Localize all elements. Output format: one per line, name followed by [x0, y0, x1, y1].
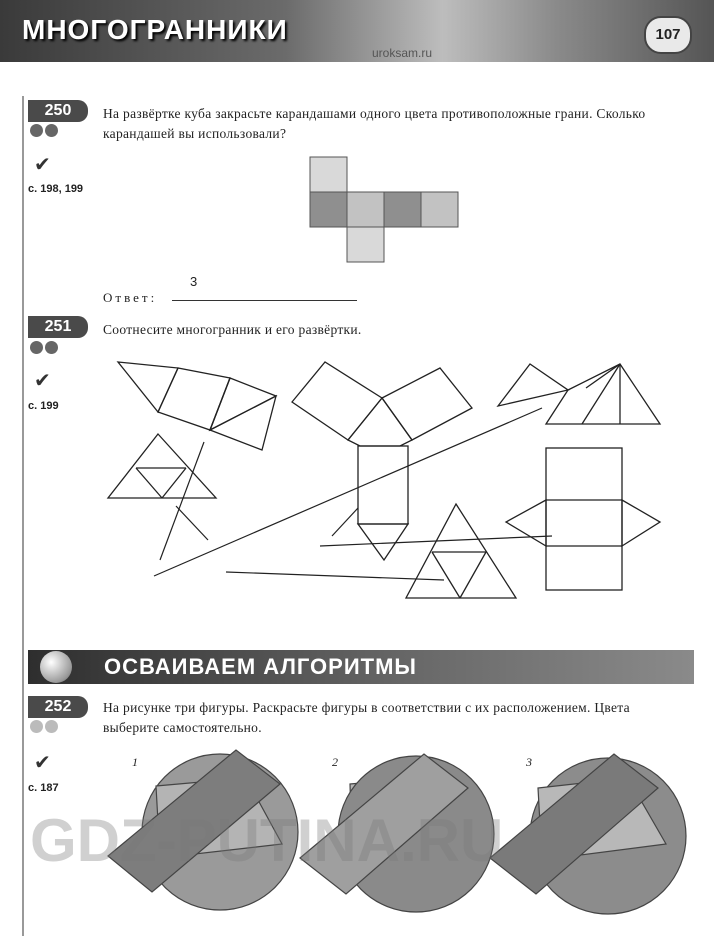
task-252-text: На рисунке три фигуры. Раскрасьте фигуры в соответствии с их расположением. Цвета выберите самостоятельно. [103, 700, 630, 735]
difficulty-dots [30, 124, 60, 142]
polyhedra-matching [100, 350, 700, 610]
page-number: 107 [644, 16, 692, 54]
cube-net [300, 150, 470, 270]
net-rectangular [506, 448, 660, 590]
watermark-text: GDZ-PUTINA.RU [30, 807, 504, 874]
task-251-text: Соотнесите многогранник и его развёртки. [103, 322, 362, 337]
site-watermark: uroksam.ru [372, 46, 433, 60]
ball-icon [30, 341, 43, 354]
answer-field[interactable] [172, 300, 357, 301]
net-triangles [118, 362, 276, 450]
check-icon: ✔ [34, 152, 51, 176]
net-face [384, 192, 421, 227]
ball-icon [45, 720, 58, 733]
check-icon: ✔ [34, 368, 51, 392]
section-title: ОСВАИВАЕМ АЛГОРИТМЫ [104, 654, 417, 679]
task-251-number: 251 [28, 316, 88, 338]
ball-icon [45, 341, 58, 354]
task-250-text: На развёртке куба закрасьте карандашами одного цвета противоположные грани. Сколько карандашей вы использовали? [103, 106, 646, 141]
net-triangle-small [406, 504, 516, 598]
figure-3-label: 3 [526, 755, 532, 769]
ball-icon [40, 651, 72, 683]
ball-icon [30, 720, 43, 733]
task-251-ref: с. 199 [28, 400, 59, 412]
check-icon: ✔ [34, 750, 51, 774]
difficulty-dots [30, 341, 60, 359]
chapter-title: МНОГОГРАННИКИ [22, 14, 288, 45]
figure-2-label: 2 [332, 755, 338, 769]
sidebar-divider [22, 96, 24, 936]
ball-icon [45, 124, 58, 137]
net-tetrahedron [108, 434, 216, 498]
task-250-ref: с. 198, 199 [28, 183, 84, 195]
net-pyramid-fan [498, 364, 660, 424]
net-face [421, 192, 458, 227]
net-face [310, 157, 347, 192]
difficulty-dots [30, 720, 60, 738]
task-252-ref: с. 187 [28, 782, 59, 794]
net-face [310, 192, 347, 227]
net-face [347, 227, 384, 262]
answer-value: 3 [190, 274, 198, 289]
net-prism [292, 362, 472, 560]
answer-label: Ответ: [103, 290, 158, 305]
task-250-number: 250 [28, 100, 88, 122]
net-face [347, 192, 384, 227]
ball-icon [30, 124, 43, 137]
figure-1-label: 1 [132, 755, 138, 769]
task-252-number: 252 [28, 696, 88, 718]
